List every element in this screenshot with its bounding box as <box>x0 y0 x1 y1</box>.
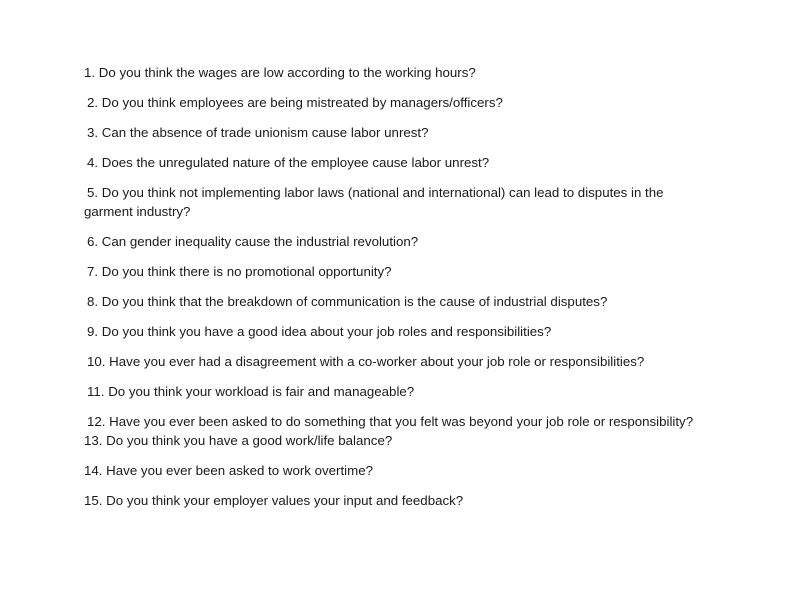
question-9: 9. Do you think you have a good idea about your job roles and responsibilities? <box>87 324 552 339</box>
question-15: 15. Do you think your employer values your input and feedback? <box>84 493 464 508</box>
question-4: 4. Does the unregulated nature of the employee cause labor unrest? <box>87 155 490 170</box>
question-11: 11. Do you think your workload is fair and manageable? <box>87 384 415 399</box>
question-5: 5. Do you think not implementing labor laws (national and international) can lead to disputes in the <box>87 185 664 200</box>
question-13: 13. Do you think you have a good work/life balance? <box>84 433 393 448</box>
question-8: 8. Do you think that the breakdown of communication is the cause of industrial disputes? <box>87 294 608 309</box>
question-7: 7. Do you think there is no promotional opportunity? <box>87 264 392 279</box>
question-2: 2. Do you think employees are being mistreated by managers/officers? <box>87 95 503 110</box>
question-list <box>84 63 724 521</box>
question-10: 10. Have you ever had a disagreement with a co-worker about your job role or responsibilities? <box>87 354 645 369</box>
question-5-continued: garment industry? <box>84 204 191 219</box>
question-12: 12. Have you ever been asked to do something that you felt was beyond your job role or responsibility? <box>87 414 694 429</box>
question-6: 6. Can gender inequality cause the industrial revolution? <box>87 234 419 249</box>
question-14: 14. Have you ever been asked to work overtime? <box>84 463 373 478</box>
question-1: 1. Do you think the wages are low according to the working hours? <box>84 65 476 80</box>
question-3: 3. Can the absence of trade unionism cause labor unrest? <box>87 125 429 140</box>
